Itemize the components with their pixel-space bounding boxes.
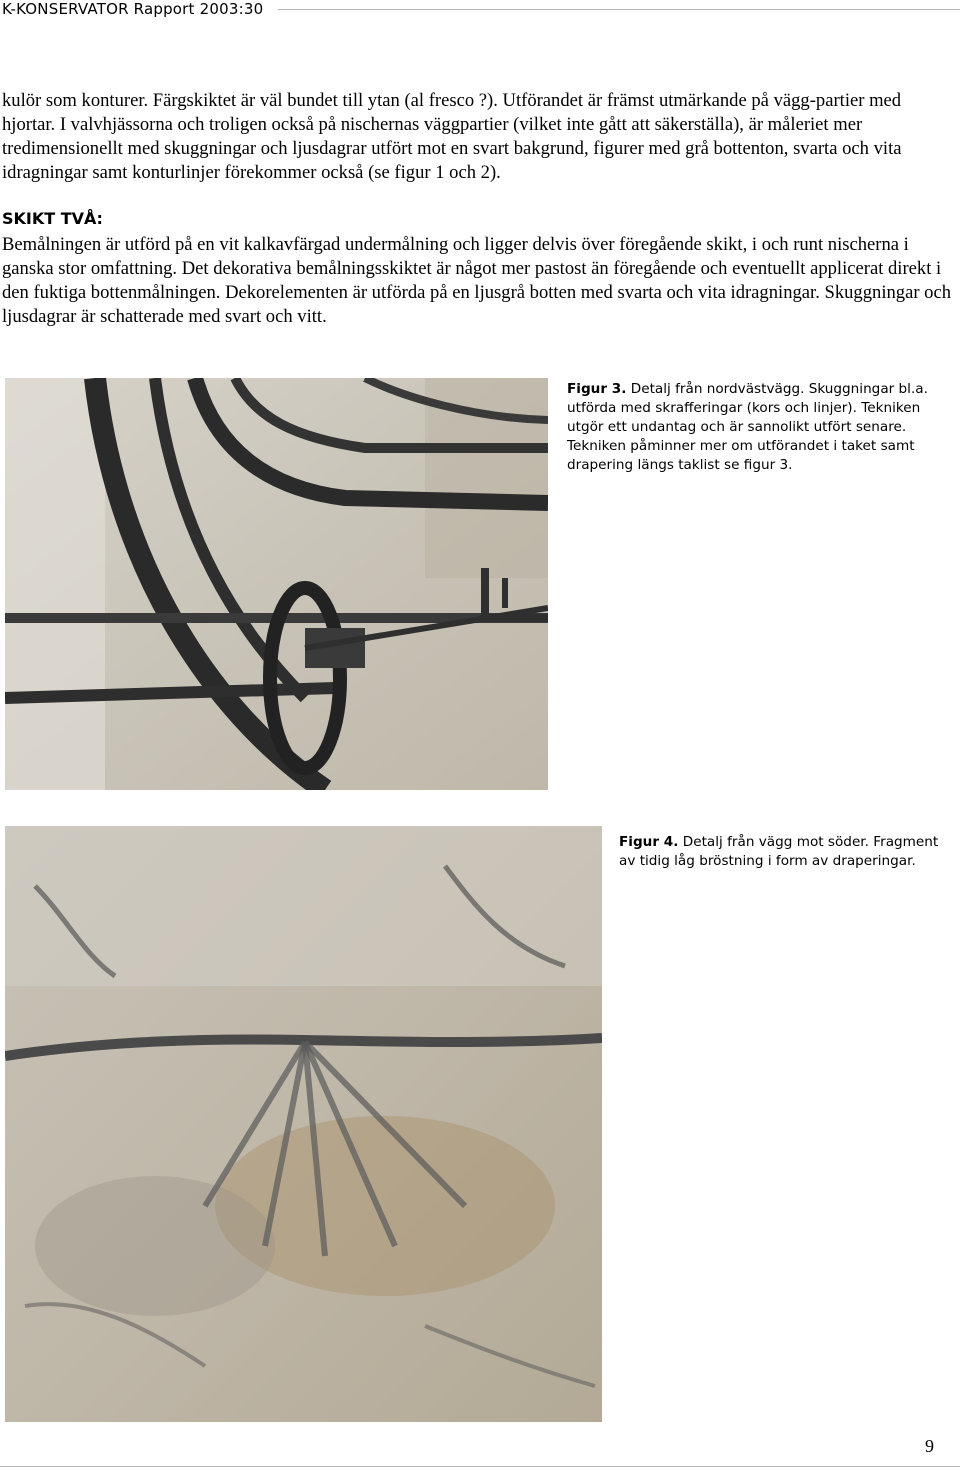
figure-3-caption [567, 380, 960, 475]
figure-3-photo [5, 378, 548, 790]
header-rule [278, 9, 960, 10]
figure-4-label: Figur 4. [619, 834, 679, 850]
section-heading: SKIKT TVÅ: [2, 209, 103, 228]
figure-4-photo [5, 826, 602, 1422]
page-header [0, 0, 960, 22]
body-paragraph-1: kulör som konturer. Färgskiktet är väl bundet till ytan (al fresco ?). Utförandet är främst utmärkande på vägg-partier med hjortar. I valvhjässorna och troligen också på nischernas väggpartier (vilket inte gått att säkerställa), är måleriet mer tredimensionellt med skuggningar och ljusdagrar utfört mot en svart bakgrund, figurer med grå bottenton, svarta och vita idragningar samt konturlinjer förekommer också (se figur 1 och 2). [2, 90, 902, 183]
page-number: 9 [925, 1436, 934, 1456]
figure-4-text: Detalj från vägg mot söder. Fragment av tidig låg bröstning i form av draperingar. [619, 834, 939, 869]
report-title: K-KONSERVATOR Rapport 2003:30 [2, 0, 264, 18]
figure-4-caption [619, 833, 949, 871]
body-paragraph-2: Bemålningen är utförd på en vit kalkavfärgad undermålning och ligger delvis över föregående skikt, i och runt nischerna i ganska stor omfattning. Det dekorativa bemålningsskiktet är något mer pastost än föregående och eventuellt applicerat direkt i den fuktiga bottenmålningen. Dekorelementen är utförda på en ljusgrå botten med svarta och vita idragningar. Skuggningar och ljusdagrar är schatterade med svart och vitt. [2, 234, 952, 327]
figure-3-text: Detalj från nordvästvägg. Skuggningar bl.a. utförda med skrafferingar (kors och linjer). Tekniken utgör ett undantag och är sannolikt utfört senare. Tekniken påminner mer om utförandet i taket samt drapering längs taklist se figur 3. [567, 381, 928, 473]
footer-rule [0, 1466, 960, 1467]
figure-3-label: Figur 3. [567, 381, 627, 397]
